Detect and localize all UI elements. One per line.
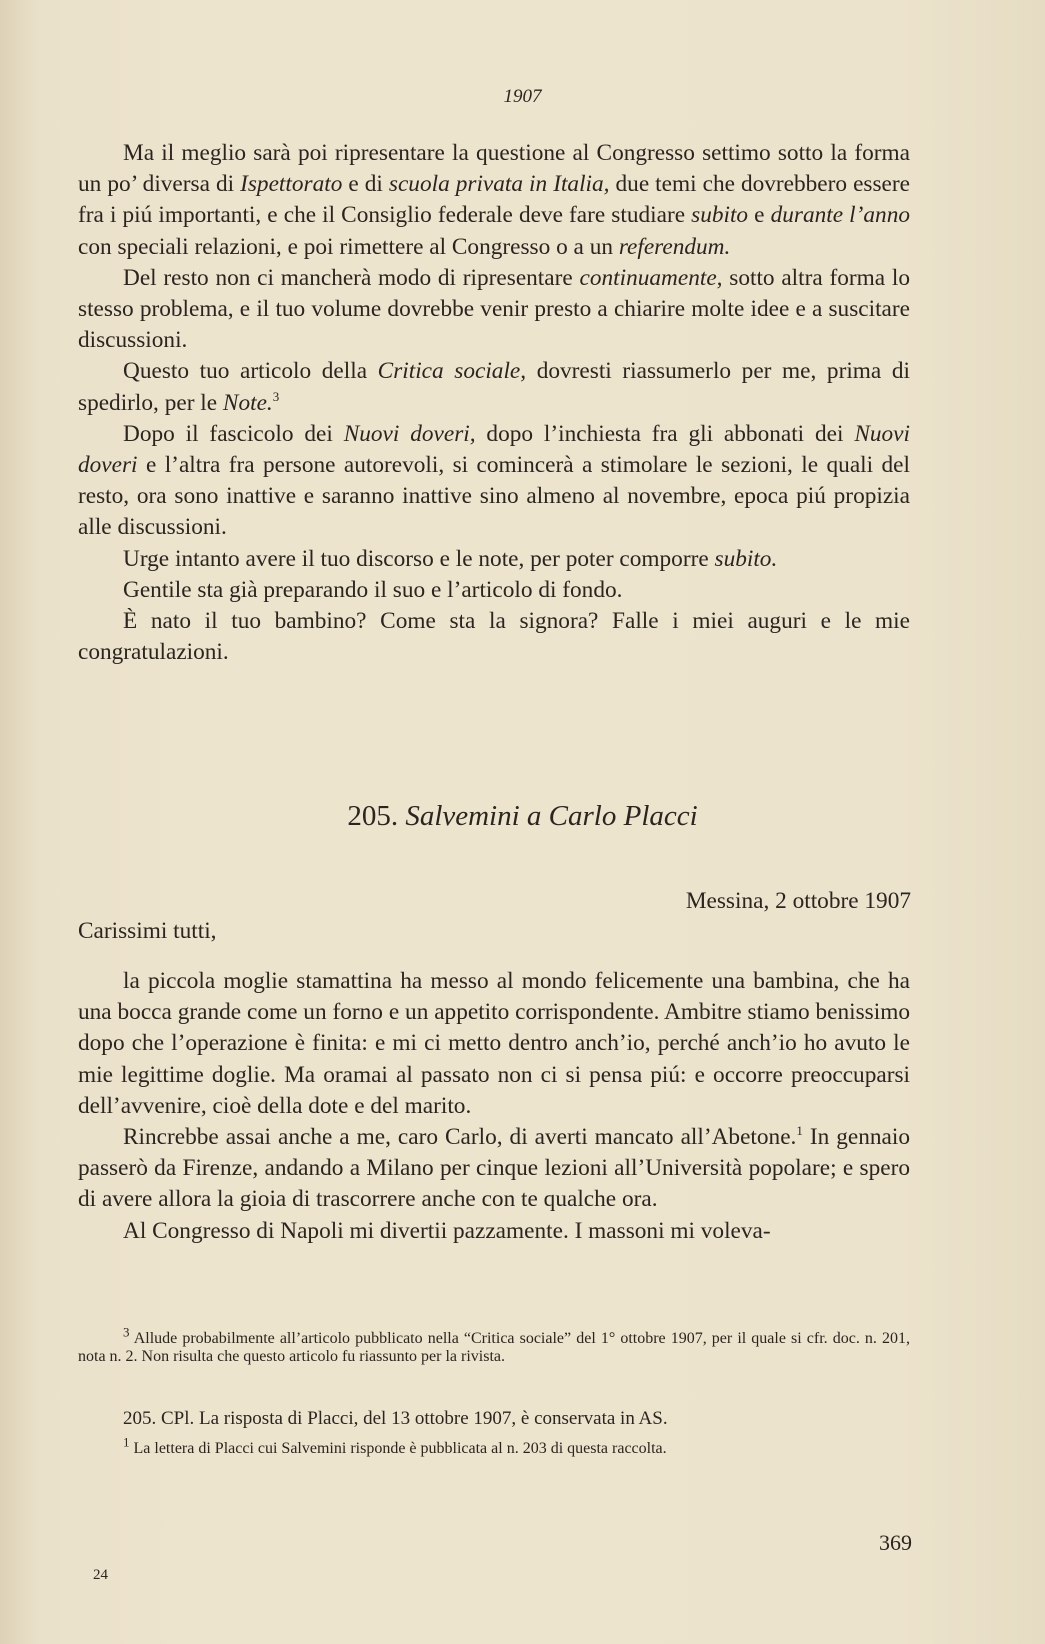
footnote-ref: 3 (272, 388, 280, 404)
letter-title: Salvemini a Carlo Placci (405, 800, 698, 832)
paragraph: Rincrebbe assai anche a me, caro Carlo, di averti mancato all’Abetone.$^1$ In gennaio passerò da Firenze, andando a Milano per cinque lezioni all’Università popolare; e spero di avere allora la gioia di trascorrere anche con te qualche ora. (78, 1123, 910, 1213)
paragraph: Ma il meglio sarà poi ripresentare la questione al Congresso settimo sotto la forma un po’ diversa di Ispettorato e di scuola privata in Italia, due temi che dovrebbero essere fra i piú importanti, e che il Consiglio federale deve fare studiare subito e durante l’anno con speciali relazioni, e poi rimettere al Congresso o a un referendum. (78, 140, 910, 260)
paragraph: È nato il tuo bambino? Come sta la signora? Falle i miei auguri e le mie congratulazioni. (78, 608, 910, 666)
letter-body (78, 966, 910, 1247)
paragraph: Questo tuo articolo della Critica sociale, dovresti riassumerlo per me, prima di spedirlo, per le Note.$^3$ (78, 358, 911, 416)
letter-number: 205. (347, 800, 399, 832)
paragraph: Del resto non ci mancherà modo di ripresentare continuamente, sotto altra forma lo stesso problema, e il tuo volume dovrebbe venir presto a chiarire molte idee e a suscitare discussioni. (78, 264, 910, 354)
paragraph: Gentile sta già preparando il suo e l’articolo di fondo. (123, 576, 623, 603)
running-head: 1907 (503, 86, 542, 107)
page-number: 369 (879, 1530, 912, 1555)
letter-greeting: Carissimi tutti, (78, 918, 217, 944)
footnote-1: $^1$ La lettera di Placci cui Salvemini risponde è pubblicata al n. 203 di questa raccolta. (123, 1434, 667, 1457)
footnote-ref: 1 (796, 1123, 803, 1139)
previous-letter-body (78, 138, 910, 668)
letter-date: Messina, 2 ottobre 1907 (685, 888, 911, 914)
paragraph: Dopo il fascicolo dei Nuovi doveri, dopo l’inchiesta fra gli abbonati dei Nuovi doveri e l’altra fra persone autorevoli, si comincerà a stimolare le sezioni, le quali del resto, ora sono inattive e saranno inattive sino almeno al novembre, epoca piú propizia alle discussioni. (78, 420, 910, 541)
footnote-3: $^3$ Allude probabilmente all’articolo pubblicato nella “Critica sociale” del 1° ottobre 1907, per il quale si cfr. doc. n. 201, nota n. 2. Non risulta che questo articolo fu riassunto per la rivista. (78, 1324, 910, 1365)
paragraph: Al Congresso di Napoli mi divertii pazzamente. I massoni mi voleva- (123, 1217, 771, 1244)
letter-heading (0, 800, 1045, 833)
paragraph: la piccola moglie stamattina ha messo al mondo felicemente una bambina, che ha una bocca grande come un forno e un appetito corrispondente. Ambitre stiamo benissimo dopo che l’operazione è finita: e mi ci metto dentro anch’io, perché anch’io ho avuto le mie legittime doglie. Ma oramai al passato non ci si pensa piú: e occorre preoccuparsi dell’avvenire, cioè della dote e del marito. (78, 968, 910, 1119)
signature-mark: 24 (93, 1567, 108, 1583)
footnote-205: 205. CPl. La risposta di Placci, del 13 ottobre 1907, è conservata in AS. (123, 1408, 668, 1429)
paragraph: Urge intanto avere il tuo discorso e le note, per poter comporre subito. (123, 545, 778, 572)
